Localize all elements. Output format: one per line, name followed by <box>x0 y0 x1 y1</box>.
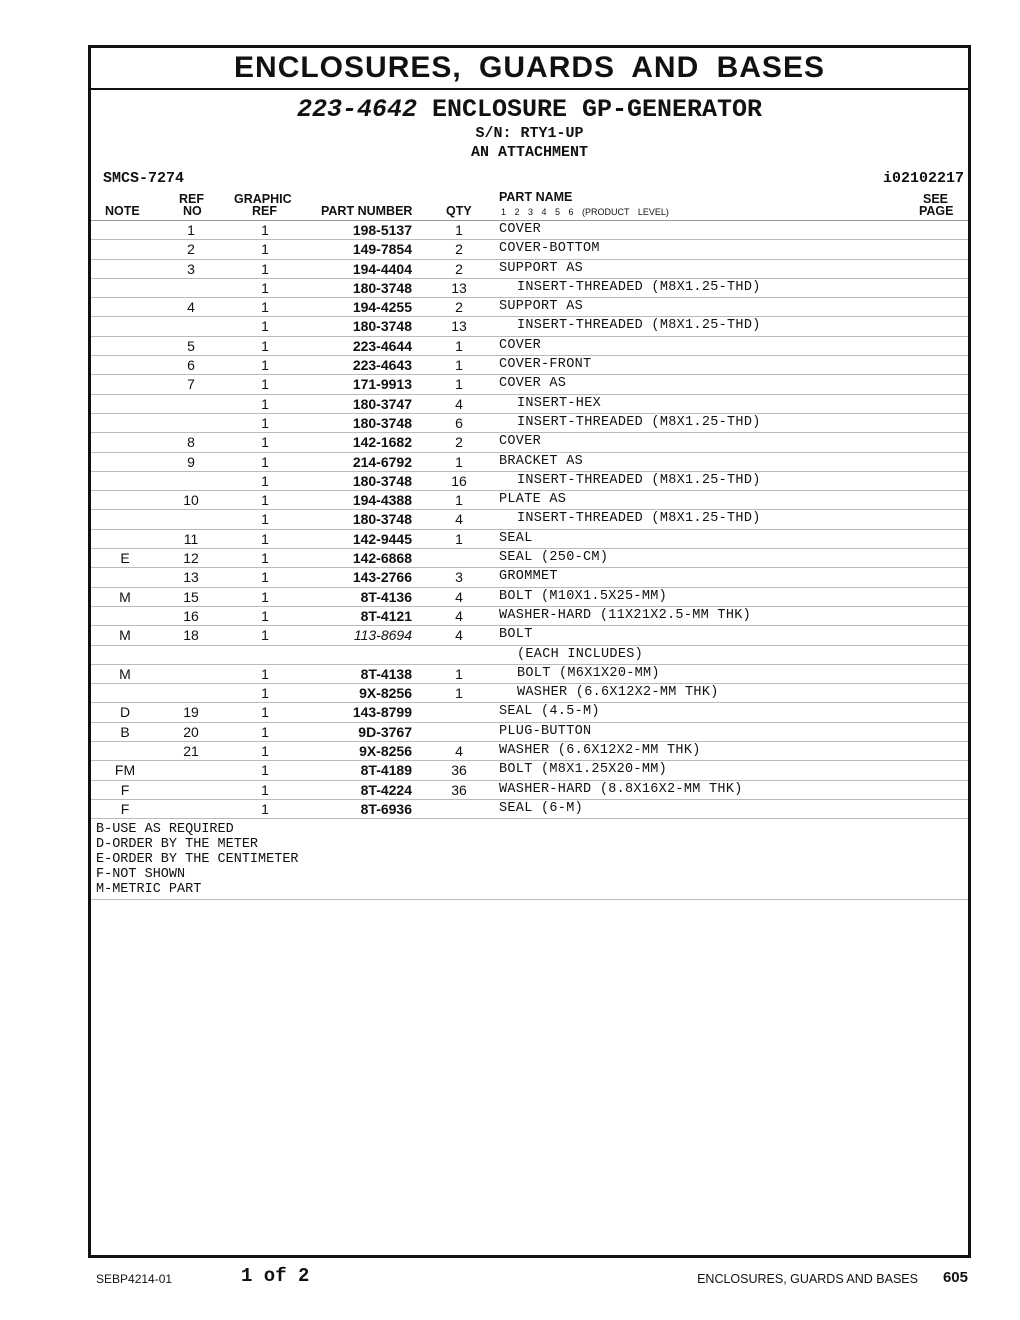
row-qty: 2 <box>455 434 463 451</box>
note-item: M-METRIC PART <box>96 882 202 898</box>
table-row <box>91 742 968 761</box>
row-qty: 6 <box>455 414 463 431</box>
notes-legend <box>91 819 968 900</box>
page-frame <box>88 45 971 1258</box>
row-note: F <box>120 781 130 798</box>
row-part-name: SEAL (4.5-M) <box>499 704 600 720</box>
footer-page-of: 1 of 2 <box>241 1265 310 1287</box>
row-part-name: INSERT-HEX <box>517 395 602 411</box>
row-part-number: 149-7854 <box>352 241 412 258</box>
table-row <box>91 568 968 587</box>
row-graphic-ref: 1 <box>261 260 269 277</box>
row-qty: 2 <box>455 299 463 316</box>
row-part-number: 8T-6936 <box>360 800 412 817</box>
row-qty: 1 <box>455 337 463 354</box>
row-part-number: 8T-4121 <box>360 607 412 624</box>
row-part-name: BOLT (M10X1.5X25-MM) <box>499 588 668 604</box>
assembly-name: ENCLOSURE GP-GENERATOR <box>431 95 763 124</box>
row-part-number: 9X-8256 <box>359 743 412 760</box>
row-ref-no: 1 <box>187 222 195 238</box>
row-ref-no: 2 <box>187 241 195 258</box>
table-row <box>91 356 968 375</box>
row-part-number: 8T-4138 <box>360 665 412 682</box>
row-part-name: SEAL (6-M) <box>499 800 584 816</box>
row-part-number: 8T-4224 <box>360 781 412 798</box>
row-part-number: 214-6792 <box>352 453 412 470</box>
row-ref-no: 4 <box>187 299 195 316</box>
table-row <box>91 723 968 742</box>
row-part-name: INSERT-THREADED (M8X1.25-THD) <box>517 414 761 430</box>
serial-number: S/N: RTY1-UP <box>475 125 584 142</box>
row-qty: 1 <box>455 685 463 702</box>
table-row <box>91 395 968 414</box>
col-note: NOTE <box>105 204 140 218</box>
footer-doc-number: SEBP4214-01 <box>96 1272 173 1286</box>
row-qty: 36 <box>451 781 467 798</box>
row-part-number: 180-3748 <box>352 414 412 431</box>
row-part-number: 223-4644 <box>352 337 412 354</box>
row-graphic-ref: 1 <box>261 279 269 296</box>
row-qty: 16 <box>451 472 467 489</box>
table-row <box>91 491 968 510</box>
row-qty: 1 <box>455 222 463 238</box>
col-see: SEE <box>923 192 949 206</box>
row-part-name: BOLT <box>499 627 533 643</box>
row-part-number: 180-3748 <box>352 318 412 335</box>
assembly-kind: AN ATTACHMENT <box>470 144 589 161</box>
row-part-name: SEAL (250-CM) <box>499 550 609 566</box>
row-qty: 1 <box>455 453 463 470</box>
col-part-number: PART NUMBER <box>321 204 413 218</box>
row-graphic-ref: 1 <box>261 222 269 238</box>
assembly-number: 223-4642 <box>296 95 417 124</box>
table-row <box>91 298 968 317</box>
row-qty: 3 <box>455 569 463 586</box>
row-graphic-ref: 1 <box>261 607 269 624</box>
row-ref-no: 9 <box>187 453 195 470</box>
row-part-number: 171-9913 <box>352 376 412 393</box>
table-row <box>91 337 968 356</box>
footer-section: ENCLOSURES, GUARDS AND BASES <box>697 1272 918 1286</box>
note-item: B-USE AS REQUIRED <box>96 822 234 838</box>
row-qty: 1 <box>455 530 463 547</box>
row-part-number: 9X-8256 <box>359 685 412 702</box>
row-ref-no: 21 <box>183 743 199 760</box>
row-part-name: PLUG-BUTTON <box>499 723 592 739</box>
row-graphic-ref: 1 <box>261 800 269 817</box>
row-part-number: 180-3748 <box>352 511 412 528</box>
row-qty: 4 <box>455 607 463 624</box>
table-row <box>91 317 968 336</box>
col-graphic-ref: REF <box>252 204 277 218</box>
table-row <box>91 510 968 529</box>
row-part-number: 113-8694 <box>353 627 412 644</box>
row-ref-no: 16 <box>183 607 199 624</box>
column-headers <box>91 190 968 221</box>
row-note: E <box>120 550 130 567</box>
row-graphic-ref: 1 <box>261 723 269 740</box>
row-part-name: SUPPORT AS <box>499 299 584 315</box>
row-part-name: COVER AS <box>499 376 567 392</box>
table-row <box>91 433 968 452</box>
col-qty: QTY <box>446 204 472 218</box>
row-graphic-ref: 1 <box>261 627 269 644</box>
col-graphic: GRAPHIC <box>234 192 292 206</box>
row-part-number: 194-4255 <box>352 299 412 316</box>
row-note: M <box>119 627 131 644</box>
row-graphic-ref: 1 <box>261 550 269 567</box>
table-row <box>91 588 968 607</box>
row-graphic-ref: 1 <box>261 704 269 721</box>
row-qty: 1 <box>455 492 463 509</box>
col-no: NO <box>183 204 202 218</box>
row-part-name: SUPPORT AS <box>499 260 584 276</box>
row-qty: 4 <box>455 588 463 605</box>
table-row <box>91 375 968 394</box>
row-ref-no: 3 <box>187 260 195 277</box>
page-footer <box>96 1266 968 1290</box>
col-page: PAGE <box>919 204 954 218</box>
row-part-number: 143-8799 <box>352 704 412 721</box>
row-graphic-ref: 1 <box>261 299 269 316</box>
note-item: D-ORDER BY THE METER <box>96 837 259 853</box>
row-part-name: COVER <box>499 434 542 450</box>
table-row <box>91 240 968 259</box>
row-ref-no: 15 <box>183 588 199 605</box>
row-part-number: 8T-4136 <box>360 588 412 605</box>
row-graphic-ref: 1 <box>261 357 269 374</box>
table-row <box>91 665 968 684</box>
assembly-title <box>91 96 968 124</box>
row-qty: 13 <box>451 279 467 296</box>
row-note: M <box>119 665 131 682</box>
table-row <box>91 221 968 240</box>
row-qty: 1 <box>455 665 463 682</box>
table-row <box>91 607 968 626</box>
row-part-number: 194-4404 <box>352 260 412 277</box>
row-qty: 2 <box>455 260 463 277</box>
row-part-name: COVER <box>499 337 542 353</box>
row-note: D <box>119 704 131 721</box>
row-ref-no: 5 <box>187 337 195 354</box>
row-part-name: BOLT (M6X1X20-MM) <box>517 665 660 681</box>
row-part-number: 142-6868 <box>352 550 412 567</box>
row-note: B <box>120 723 130 740</box>
parts-table <box>91 221 968 819</box>
table-row <box>91 453 968 472</box>
row-part-name: BOLT (M8X1.25X20-MM) <box>499 762 668 778</box>
row-qty: 2 <box>455 241 463 258</box>
row-graphic-ref: 1 <box>261 530 269 547</box>
row-qty: 36 <box>451 762 467 779</box>
row-part-name: INSERT-THREADED (M8X1.25-THD) <box>517 279 761 295</box>
row-part-name: SEAL <box>499 530 533 546</box>
row-graphic-ref: 1 <box>261 337 269 354</box>
table-row <box>91 703 968 722</box>
row-ref-no: 7 <box>187 376 195 393</box>
table-row <box>91 260 968 279</box>
row-ref-no: 18 <box>183 627 199 644</box>
doc-id: i02102217 <box>882 170 964 187</box>
row-ref-no: 13 <box>183 569 199 586</box>
table-row <box>91 414 968 433</box>
row-graphic-ref: 1 <box>261 492 269 509</box>
table-row <box>91 781 968 800</box>
note-item: F-NOT SHOWN <box>96 867 186 883</box>
footer-page-number: 605 <box>942 1269 968 1286</box>
row-graphic-ref: 1 <box>261 434 269 451</box>
row-part-name: WASHER (6.6X12X2-MM THK) <box>517 685 719 701</box>
row-graphic-ref: 1 <box>261 511 269 528</box>
row-qty: 4 <box>455 743 463 760</box>
row-part-name: WASHER (6.6X12X2-MM THK) <box>499 743 701 759</box>
table-row <box>91 472 968 491</box>
col-ref: REF <box>179 192 204 206</box>
row-graphic-ref: 1 <box>261 665 269 682</box>
note-item: E-ORDER BY THE CENTIMETER <box>96 852 299 868</box>
table-row <box>91 684 968 703</box>
table-row <box>91 530 968 549</box>
table-row <box>91 800 968 819</box>
table-row <box>91 761 968 780</box>
table-row <box>91 626 968 645</box>
row-ref-no: 8 <box>187 434 195 451</box>
row-part-number: 223-4643 <box>352 357 412 374</box>
row-part-name: GROMMET <box>499 569 558 585</box>
row-graphic-ref: 1 <box>261 762 269 779</box>
row-note: F <box>120 800 130 817</box>
row-part-number: 194-4388 <box>352 492 412 509</box>
row-ref-no: 19 <box>183 704 199 721</box>
row-qty: 4 <box>455 395 463 412</box>
row-part-name: WASHER-HARD (8.8X16X2-MM THK) <box>499 781 743 797</box>
row-part-number: 143-2766 <box>352 569 412 586</box>
row-ref-no: 11 <box>183 530 199 547</box>
row-part-number: 180-3748 <box>352 472 412 489</box>
table-row <box>91 549 968 568</box>
row-part-number: 180-3747 <box>352 395 412 412</box>
row-graphic-ref: 1 <box>261 569 269 586</box>
row-note: FM <box>114 762 136 779</box>
row-graphic-ref: 1 <box>261 241 269 258</box>
row-qty: 4 <box>455 627 463 644</box>
row-part-number: 142-1682 <box>352 434 412 451</box>
row-part-name: (EACH INCLUDES) <box>517 646 644 662</box>
row-part-name: WASHER-HARD (11X21X2.5-MM THK) <box>499 607 752 623</box>
row-part-name: INSERT-THREADED (M8X1.25-THD) <box>517 511 761 527</box>
row-part-number: 180-3748 <box>352 279 412 296</box>
row-ref-no: 10 <box>183 492 199 509</box>
row-ref-no: 20 <box>183 723 199 740</box>
row-graphic-ref: 1 <box>261 376 269 393</box>
row-graphic-ref: 1 <box>261 414 269 431</box>
row-graphic-ref: 1 <box>261 743 269 760</box>
row-ref-no: 12 <box>183 550 199 567</box>
row-part-number: 142-9445 <box>352 530 412 547</box>
row-qty: 1 <box>455 376 463 393</box>
row-part-number: 9D-3767 <box>358 723 412 740</box>
row-qty: 1 <box>455 357 463 374</box>
row-part-name: COVER <box>499 222 542 237</box>
row-part-name: BRACKET AS <box>499 453 584 469</box>
smcs-code: SMCS-7274 <box>103 170 185 187</box>
row-part-name: INSERT-THREADED (M8X1.25-THD) <box>517 472 761 488</box>
row-ref-no: 6 <box>187 357 195 374</box>
smcs-row <box>91 168 968 190</box>
row-graphic-ref: 1 <box>261 472 269 489</box>
row-qty: 4 <box>455 511 463 528</box>
row-part-name: PLATE AS <box>499 492 567 508</box>
row-part-name: INSERT-THREADED (M8X1.25-THD) <box>517 318 761 334</box>
row-part-name: COVER-BOTTOM <box>499 241 600 257</box>
row-graphic-ref: 1 <box>261 685 269 702</box>
row-graphic-ref: 1 <box>261 781 269 798</box>
row-graphic-ref: 1 <box>261 588 269 605</box>
col-product-levels: 1 2 3 4 5 6 (PRODUCT LEVEL) <box>501 207 669 217</box>
row-graphic-ref: 1 <box>261 395 269 412</box>
row-qty: 13 <box>451 318 467 335</box>
row-graphic-ref: 1 <box>261 453 269 470</box>
table-row <box>91 279 968 298</box>
row-part-number: 8T-4189 <box>360 762 412 779</box>
col-part-name: PART NAME <box>499 190 573 204</box>
row-part-number: 198-5137 <box>352 222 412 238</box>
row-note: M <box>119 588 131 605</box>
row-graphic-ref: 1 <box>261 318 269 335</box>
page-title: ENCLOSURES, GUARDS AND BASES <box>91 48 968 90</box>
row-part-name: COVER-FRONT <box>499 357 592 373</box>
table-row <box>91 646 968 665</box>
assembly-header <box>91 96 968 162</box>
